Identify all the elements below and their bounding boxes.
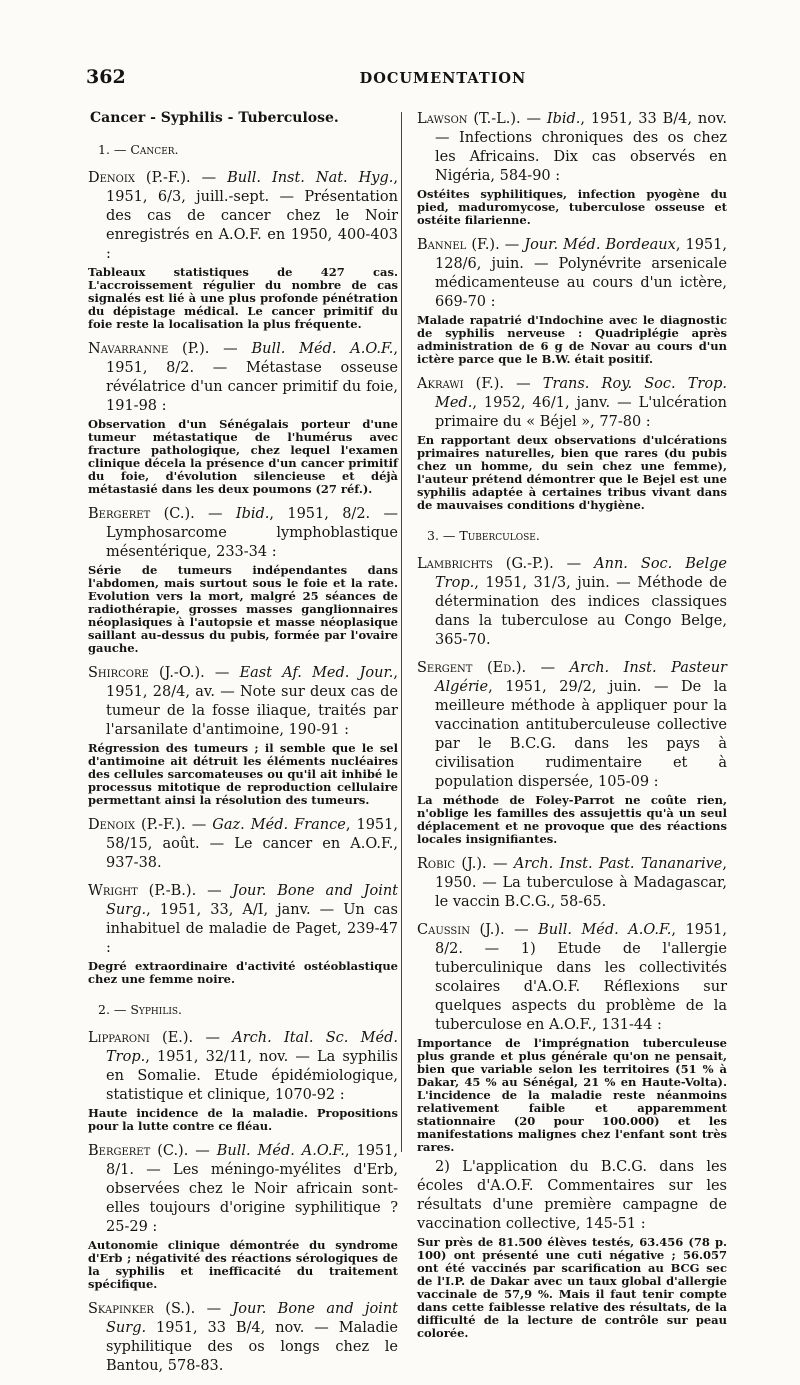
- journal: Bull. Méd. A.O.F.: [251, 341, 394, 357]
- journal: Jour. Bone and joint Surg.: [106, 1301, 398, 1336]
- page-number: 362: [86, 66, 126, 88]
- author: Denoix (P.-F.). —: [88, 817, 213, 833]
- citation: , 1951, 128/6, juin. — Polynévrite arsenicale médicamenteuse au cours d'un ictère, 669-70 :: [435, 237, 727, 310]
- journal: Arch. Inst. Past. Tananarive: [513, 856, 723, 872]
- entry-bergeret-2: [88, 1142, 398, 1291]
- citation: , 1951, 31/3, juin. — Méthode de détermination des indices classiques dans la tuberculose au Congo Belge, 365-70.: [435, 575, 727, 648]
- entry-denoix-2: [88, 816, 398, 873]
- author: Shircore (J.-O.). —: [88, 665, 240, 681]
- author: Caussin (J.). —: [417, 922, 539, 938]
- abstract: Régression des tumeurs ; il semble que le sel d'antimoine ait détruit les éléments nucléaires des cellules sarcomateuses ou qu'il ait inhibé le processus mitotique de reproduction cellulaire permettant ainsi la résolution des tumeurs.: [88, 741, 398, 807]
- abstract: Degré extraordinaire d'activité ostéoblastique chez une femme noire.: [88, 959, 398, 986]
- entry-denoix-1: [88, 169, 398, 331]
- journal: Jour. Bone and Joint Surg.: [106, 883, 398, 918]
- citation: , 1952, 46/1, janv. — L'ulcération primaire du « Béjel », 77-80 :: [435, 395, 727, 430]
- citation: 1951, 33 B/4, nov. — Maladie syphilitique des os longs chez le Bantou, 578-83.: [106, 1320, 398, 1374]
- subsection-tuberculose: 3. — Tuberculose.: [427, 528, 540, 543]
- section-title: Cancer - Syphilis - Tuberculose.: [90, 110, 339, 126]
- entry-caussin: [417, 921, 727, 1340]
- journal: East Af. Med. Jour.: [239, 665, 394, 681]
- citation: , 1951, 29/2, juin. — De la meilleure méthode à appliquer pour la vaccination antituberculeuse collective par le B.C.G. dans les pays à civilisation rudimentaire et à population dispersée, 105-09 :: [435, 679, 727, 790]
- entry-akrawi: [417, 375, 727, 512]
- abstract-part-2: Sur près de 81.500 élèves testés, 63.456 (78 p. 100) ont présenté une cuti négative ; 56.057 ont été vaccinés par scarification au BCG sec de l'I.P. de Dakar avec un taux global d'allergie vaccinale de 57,9 %. Mais il faut tenir compte dans cette faiblesse relative des résultats, de la difficulté de la lecture de contrôle sur peau colorée.: [417, 1235, 727, 1340]
- citation: , 1950. — La tuberculose à Madagascar, le vaccin B.C.G., 58-65.: [435, 856, 727, 910]
- entry-lipparoni: [88, 1029, 398, 1133]
- citation: , 1951, 6/3, juill.-sept. — Présentation des cas de cancer chez le Noir enregistrés en A.O.F. en 1950, 400-403 :: [106, 170, 398, 262]
- abstract: En rapportant deux observations d'ulcérations primaires naturelles, bien que rares (du pubis chez un homme, du sein chez une femme), l'auteur prétend démontrer que le Bejel est une syphilis adaptée à certaines tribus vivant dans de mauvaises conditions d'hygiène.: [417, 433, 727, 512]
- author: Akrawi (F.). —: [417, 376, 543, 392]
- abstract: Haute incidence de la maladie. Propositions pour la lutte contre ce fléau.: [88, 1106, 398, 1133]
- abstract: Tableaux statistiques de 427 cas. L'accroissement régulier du nombre de cas signalés est lié à une plus profonde pénétration du dépistage médical. Le cancer primitif du foie reste la localisation la plus fréquente.: [88, 265, 398, 331]
- citation: , 1951, 32/11, nov. — La syphilis en Somalie. Etude épidémiologique, statistique et clinique, 1070-92 :: [106, 1049, 398, 1103]
- journal: Bull. Inst. Nat. Hyg.: [227, 170, 394, 186]
- citation: , 1951, 33, A/I, janv. — Un cas inhabituel de maladie de Paget, 239-47 :: [106, 902, 398, 956]
- author: Skapinker (S.). —: [88, 1301, 233, 1317]
- journal: Arch. Ital. Sc. Méd. Trop.: [106, 1030, 399, 1065]
- citation: , 1951, 33 B/4, nov. — Infections chroniques des os chez les Africains. Dix cas observés en Nigéria, 584-90 :: [435, 111, 727, 184]
- abstract: Ostéites syphilitiques, infection pyogène du pied, maduromycose, tuberculose osseuse et ostéite filarienne.: [417, 187, 727, 227]
- journal: Ann. Soc. Belge Trop.: [435, 556, 727, 591]
- author: Sergent (Ed.). —: [417, 660, 570, 676]
- author: Wright (P.-B.). —: [88, 883, 233, 899]
- author: Bannel (F.). —: [417, 237, 525, 253]
- author: Bergeret (C.). —: [88, 506, 236, 522]
- subsection-cancer: 1. — Cancer.: [98, 142, 179, 157]
- entry-navarranne: [88, 340, 398, 496]
- abstract: Autonomie clinique démontrée du syndrome d'Erb ; négativité des réactions sérologiques de la syphilis et inefficacité du traitement spécifique.: [88, 1238, 398, 1291]
- citation: , 1951, 8/2. — Métastase osseuse révélatrice d'un cancer primitif du foie, 191-98 :: [106, 341, 398, 414]
- abstract: Observation d'un Sénégalais porteur d'une tumeur métastatique de l'humérus avec fracture pathologique, chez lequel l'examen clinique décela la présence d'un cancer primitif du foie, d'évolution silencieuse et déjà métastasié dans les deux poumons (27 réf.).: [88, 417, 398, 496]
- journal: Bull. Méd. A.O.F.: [538, 922, 672, 938]
- right-column: [417, 110, 727, 1349]
- entry-lambrichts: [417, 555, 727, 650]
- citation: , 1951, 8/1. — Les méningo-myélites d'Erb, observées chez le Noir africain sont-elles toujours d'origine syphilitique ? 25-29 :: [106, 1143, 398, 1235]
- abstract: Malade rapatrié d'Indochine avec le diagnostic de syphilis nerveuse : Quadriplégie après administration de 6 g de Novar au cours d'un ictère parce que le B.W. était positif.: [417, 313, 727, 366]
- citation: , 1951, 58/15, août. — Le cancer en A.O.F., 937-38.: [106, 817, 398, 871]
- abstract: La méthode de Foley-Parrot ne coûte rien, n'oblige les familles des assujettis qu'à un seul déplacement et ne provoque que des réactions locales insignifiantes.: [417, 793, 727, 846]
- entry-wright: [88, 882, 398, 986]
- journal: Jour. Méd. Bordeaux: [524, 237, 676, 253]
- running-title: DOCUMENTATION: [359, 70, 527, 87]
- entry-robic: [417, 855, 727, 912]
- journal: Ibid.: [235, 506, 270, 522]
- entry-bannel: [417, 236, 727, 366]
- journal: Ibid.: [546, 111, 581, 127]
- author: Denoix (P.-F.). —: [88, 170, 228, 186]
- citation: , 1951, 8/2. — 1) Etude de l'allergie tuberculinique dans les collectivités scolaires d'A.O.F. Réflexions sur quelques aspects du problème de la tuberculose en A.O.F., 131-44 :: [435, 922, 727, 1033]
- journal: Bull. Méd. A.O.F.: [216, 1143, 345, 1159]
- abstract: Série de tumeurs indépendantes dans l'abdomen, mais surtout sous le foie et la rate. Evolution vers la mort, malgré 25 séances de radiothérapie, grosses masses ganglionnaires néoplasiques à l'autopsie et masse néoplasique saillant au-dessus du pubis, formée par l'ovaire gauche.: [88, 563, 398, 655]
- author: Navarranne (P.). —: [88, 341, 252, 357]
- entry-skapinker: [88, 1300, 398, 1376]
- journal: Arch. Inst. Pasteur Algérie: [435, 660, 727, 695]
- entry-sergent: [417, 659, 727, 846]
- entry-shircore: [88, 664, 398, 807]
- author: Bergeret (C.). —: [88, 1143, 217, 1159]
- subsection-syphilis: 2. — Syphilis.: [98, 1002, 183, 1017]
- left-column: [88, 110, 398, 1385]
- entry-lawson: [417, 110, 727, 227]
- column-divider: [401, 112, 402, 1152]
- citation: , 1951, 28/4, av. — Note sur deux cas de tumeur de la fosse iliaque, traités par l'arsanilate d'antimoine, 190-91 :: [106, 665, 398, 738]
- author: Lipparoni (E.). —: [88, 1030, 233, 1046]
- abstract: Importance de l'imprégnation tuberculeuse plus grande et plus générale qu'on ne pensait, bien que variable selon les territoires (51 % à Dakar, 45 % au Sénégal, 21 % en Haute-Volta). L'incidence de la maladie reste néanmoins relativement faible et apparemment stationnaire (20 pour 100.000) et les manifestations malignes chez l'enfant sont très rares.: [417, 1036, 727, 1154]
- entry-bergeret-1: [88, 505, 398, 655]
- author: Lambrichts (G.-P.). —: [417, 556, 595, 572]
- citation-part-2: 2) L'application du B.C.G. dans les écoles d'A.O.F. Commentaires sur les résultats d'une première campagne de vaccination collective, 145-51 :: [417, 1159, 727, 1232]
- citation: , 1951, 8/2. — Lymphosarcome lymphoblastique mésentérique, 233-34 :: [106, 506, 398, 560]
- author: Lawson (T.-L.). —: [417, 111, 547, 127]
- author: Robic (J.). —: [417, 856, 514, 872]
- page-header: [86, 66, 760, 92]
- journal: Gaz. Méd. France: [212, 817, 346, 833]
- journal: Trans. Roy. Soc. Trop. Med.: [435, 376, 727, 411]
